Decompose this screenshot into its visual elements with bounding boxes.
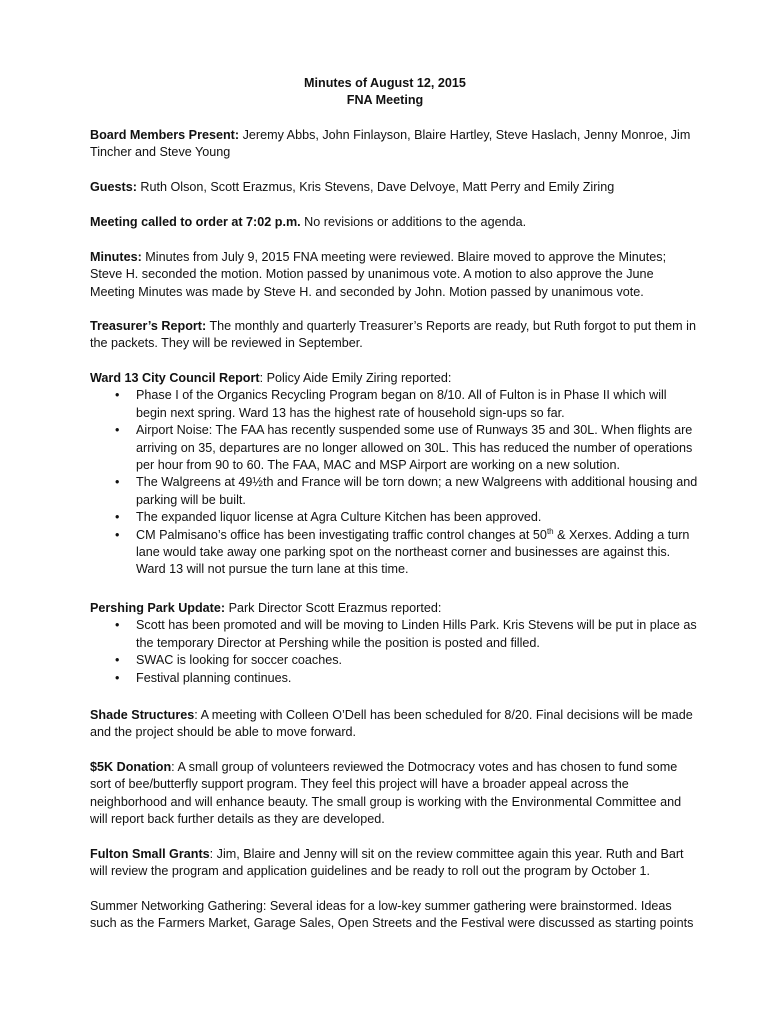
call-to-order-text: No revisions or additions to the agenda. xyxy=(300,215,527,229)
ward-bullet-text: Phase I of the Organics Recycling Program began on 8/10. All of Fulton is in Phase II which will begin next spring. Ward 13 has the highest rate of household sign-ups so far. xyxy=(136,388,667,420)
pershing-heading xyxy=(90,600,700,617)
page-subtitle: FNA Meeting xyxy=(346,93,424,107)
shade-structures-label: Shade Structures xyxy=(90,708,195,722)
call-to-order-label: Meeting called to order at 7:02 p.m. xyxy=(90,215,301,229)
list-item xyxy=(90,527,700,579)
page-title: Minutes of August 12, 2015 xyxy=(304,76,466,90)
board-members-text: Jeremy Abbs, John Finlayson, Blaire Hartley, Steve Haslach, Jenny Monroe, Jim Tincher and Steve Young xyxy=(90,128,691,160)
donation-label: $5K Donation xyxy=(90,760,172,774)
list-item xyxy=(90,509,700,526)
treasurer-paragraph xyxy=(90,318,700,353)
guests-label: Guests: xyxy=(90,180,137,194)
pershing-bullet-text: Festival planning continues. xyxy=(136,670,292,685)
pershing-list xyxy=(90,617,700,687)
small-grants-paragraph xyxy=(90,846,700,881)
pershing-section xyxy=(90,600,700,687)
ordinal-superscript: th xyxy=(546,526,554,536)
list-item xyxy=(90,474,700,509)
pershing-label: Pershing Park Update: xyxy=(90,601,226,615)
donation-text: : A small group of volunteers reviewed the Dotmocracy votes and has chosen to fund some sort of bee/butterfly support program. They feel this project will have a broader appeal across the neighborhood and will enhance beauty. The small group is working with the Environmental Committee and will report back further details as they are developed. xyxy=(90,760,682,827)
bullet-icon: • xyxy=(115,388,120,403)
ward-bullet-text-start: CM Palmisano’s office has been investigating traffic control changes at 50 xyxy=(136,527,547,542)
list-item xyxy=(90,387,700,422)
board-members-label: Board Members Present: xyxy=(90,128,240,142)
ward-bullet-text: The expanded liquor license at Agra Culture Kitchen has been approved. xyxy=(136,510,542,525)
pershing-intro: Park Director Scott Erazmus reported: xyxy=(225,601,442,615)
minutes-paragraph xyxy=(90,249,700,301)
donation-paragraph xyxy=(90,759,700,829)
small-grants-label: Fulton Small Grants xyxy=(90,847,210,861)
ward-bullet-text: Airport Noise: The FAA has recently suspended some use of Runways 35 and 30L. When flights are arriving on 35, departures are no longer allowed on 30L. This has reduced the number of operations per hour from 90 to 60. The FAA, MAC and MSP Airport are working on a new solution. xyxy=(136,423,693,473)
bullet-icon: • xyxy=(115,510,120,525)
list-item xyxy=(90,617,700,652)
bullet-icon: • xyxy=(115,618,120,633)
bullet-icon: • xyxy=(115,527,120,542)
list-item xyxy=(90,670,700,687)
ward-report-label: Ward 13 City Council Report xyxy=(90,371,260,385)
guests-paragraph xyxy=(90,179,700,196)
ward-report-intro: : Policy Aide Emily Ziring reported: xyxy=(259,371,452,385)
minutes-label: Minutes: xyxy=(90,250,142,264)
pershing-bullet-text: SWAC is looking for soccer coaches. xyxy=(136,653,343,668)
treasurer-label: Treasurer’s Report: xyxy=(90,319,207,333)
bullet-icon: • xyxy=(115,653,120,668)
shade-structures-text: : A meeting with Colleen O’Dell has been scheduled for 8/20. Final decisions will be made and the project should be able to move forward. xyxy=(90,708,693,740)
ward-report-list xyxy=(90,387,700,578)
list-item xyxy=(90,422,700,474)
list-item xyxy=(90,652,700,669)
bullet-icon: • xyxy=(115,670,120,685)
ward-bullet-text: The Walgreens at 49½th and France will be torn down; a new Walgreens with additional housing and parking will be built. xyxy=(136,475,698,507)
ward-bullet-text-end: & Xerxes. Adding a turn lane would take away one parking spot on the northeast corner and businesses are against this. Ward 13 will not pursue the turn lane at this time. xyxy=(136,527,690,577)
board-members-paragraph xyxy=(90,127,700,162)
treasurer-text: The monthly and quarterly Treasurer’s Reports are ready, but Ruth forgot to put them in the packets. They will be reviewed in September. xyxy=(90,319,696,351)
call-to-order-paragraph xyxy=(90,214,700,231)
summer-gathering-paragraph: Summer Networking Gathering: Several ideas for a low-key summer gathering were brainstormed. Ideas such as the Farmers Market, Garage Sales, Open Streets and the Festival were discussed as starting points xyxy=(90,899,694,931)
ward-report-section xyxy=(90,370,700,579)
bullet-icon: • xyxy=(115,475,120,490)
guests-text: Ruth Olson, Scott Erazmus, Kris Stevens, Dave Delvoye, Matt Perry and Emily Ziring xyxy=(136,180,615,194)
ward-report-heading xyxy=(90,370,700,387)
minutes-text: Minutes from July 9, 2015 FNA meeting were reviewed. Blaire moved to approve the Minutes; Steve H. seconded the motion. Motion passed by unanimous vote. A motion to also approve the June Meeting Minutes was made by Steve H. and seconded by John. Motion passed by unanimous vote. xyxy=(90,250,667,299)
bullet-icon: • xyxy=(115,423,120,438)
shade-structures-paragraph xyxy=(90,707,700,742)
pershing-bullet-text: Scott has been promoted and will be moving to Linden Hills Park. Kris Stevens will be put in place as the temporary Director at Pershing while the position is posted and filled. xyxy=(136,618,697,650)
small-grants-text: : Jim, Blaire and Jenny will sit on the review committee again this year. Ruth and Bart will review the program and application guidelines and be ready to roll out the program by October 1. xyxy=(90,847,684,879)
